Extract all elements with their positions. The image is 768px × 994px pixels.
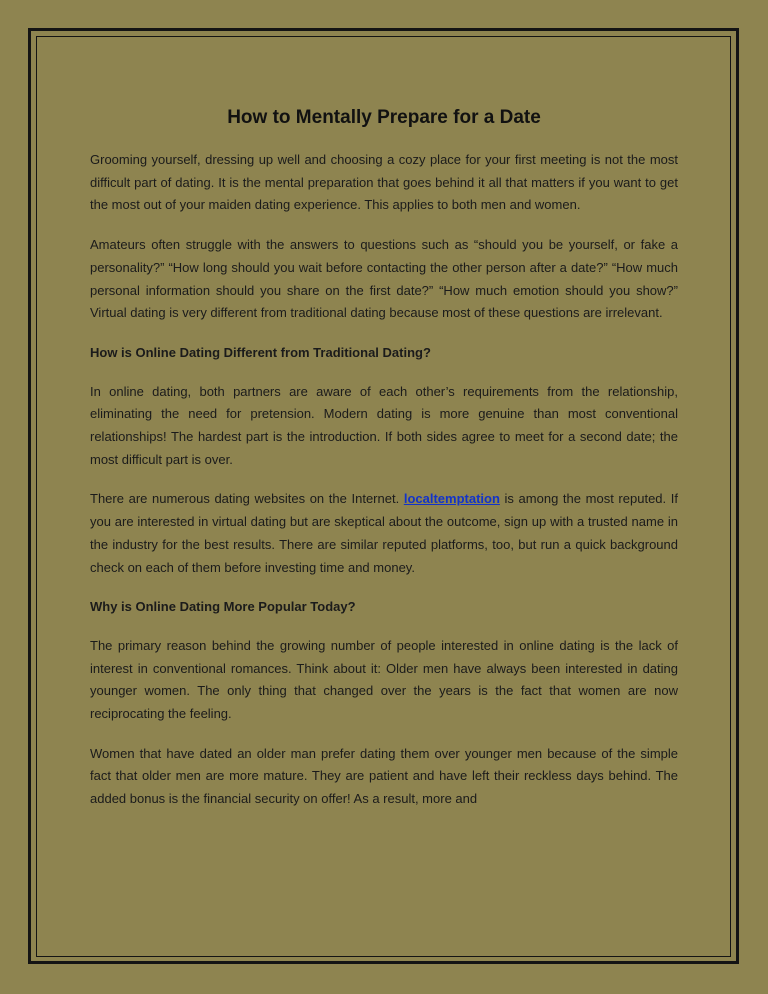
paragraph-websites-text-after: is among the most reputed. If you are interested in virtual dating but are skeptical about the outcome, sign up with a trusted name in the industry for the best results. There are similar reputed platforms, too, but run a quick background check on each of them before investing time and money. (90, 491, 678, 575)
paragraph-online-dating: In online dating, both partners are aware of each other’s requirements from the relationship, eliminating the need for pretension. Modern dating is more genuine than most conventional relationships! The hardest part is the introduction. If both sides agree to meet for a second date; the most difficult part is over. (90, 383, 678, 467)
document-body (90, 107, 678, 828)
paragraph-intro: Grooming yourself, dressing up well and choosing a cozy place for your first meeting is not the most difficult part of dating. It is the mental preparation that goes behind it all that matters if you want to get the most out of your maiden dating experience. This applies to both men and women. (90, 152, 678, 213)
section-heading-online-vs-traditional: How is Online Dating Different from Traditional Dating? (90, 344, 431, 360)
paragraph-older-men: Women that have dated an older man prefer dating them over younger men because of the simple fact that older men are more mature. They are patient and have left their reckless days behind. The added bonus is the financial security on offer! As a result, more and (90, 745, 678, 807)
paragraph-websites (90, 488, 678, 579)
document-title: How to Mentally Prepare for a Date (227, 107, 541, 128)
paragraph-questions: Amateurs often struggle with the answers to questions such as “should you be yourself, or fake a personality?” “How long should you wait before contacting the other person after a date?” “How much personal information should you share on the first date?” “How much emotion should you show?” Virtual dating is very different from traditional dating because most of these questions are irrelevant. (90, 237, 678, 321)
paragraph-websites-text-before: There are numerous dating websites on the Internet. (90, 491, 404, 507)
paragraph-primary-reason: The primary reason behind the growing number of people interested in online dating is the lack of interest in conventional romances. Think about it: Older men have always been interested in dating younger women. The only thing that changed over the years is the fact that women are now reciprocating the feeling. (90, 637, 678, 722)
localtemptation-link[interactable]: localtemptation (403, 491, 500, 507)
section-heading-popularity: Why is Online Dating More Popular Today? (90, 599, 356, 615)
